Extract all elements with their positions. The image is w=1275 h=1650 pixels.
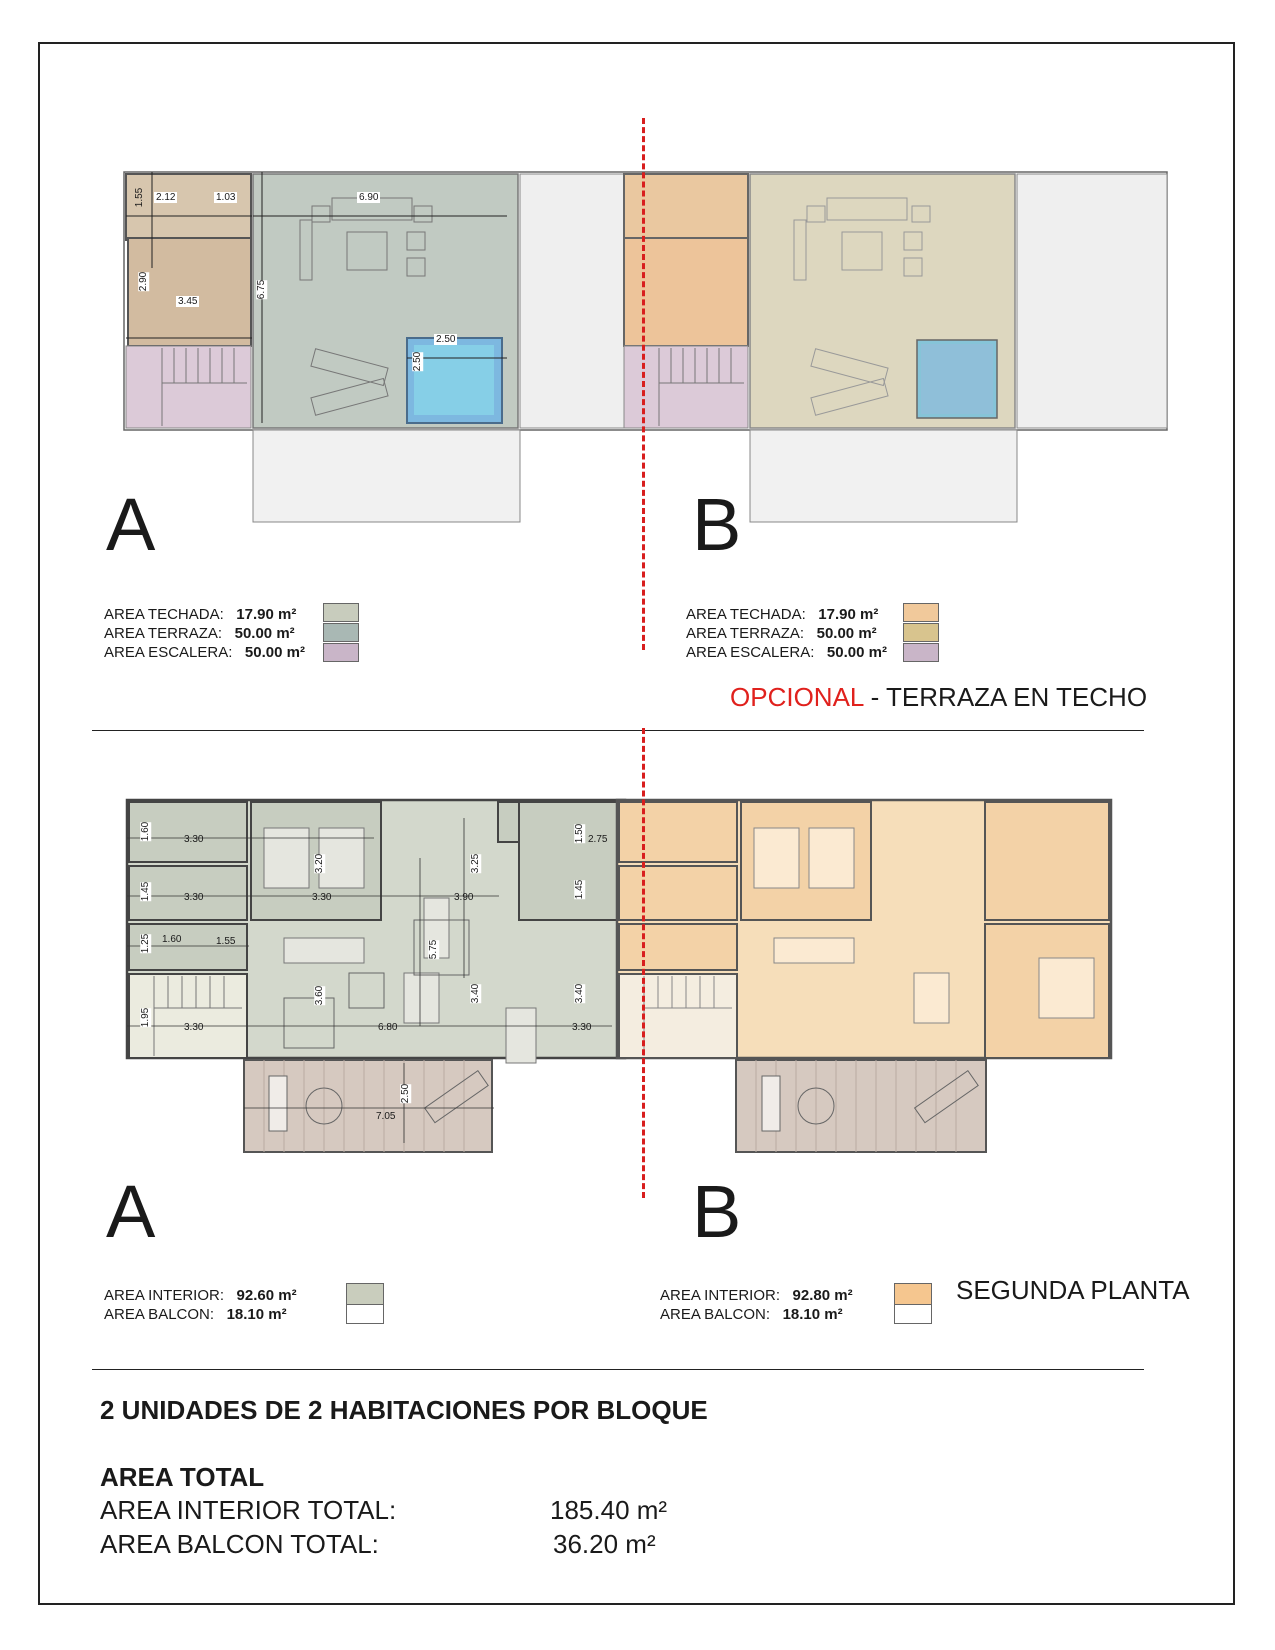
floor-legend-a — [104, 1286, 297, 1324]
optional-rooftop-note — [730, 682, 1147, 713]
roof-unit-a-label: A — [106, 483, 156, 566]
floor-dim-label: 5.75 — [428, 939, 440, 960]
floor-unit-b-label: B — [692, 1170, 742, 1253]
legend-value: 50.00 m² — [826, 644, 887, 661]
legend-label: AREA TERRAZA: — [104, 625, 223, 642]
floor-dim-label: 2.75 — [588, 834, 608, 845]
roof-dim-label: 2.90 — [138, 271, 150, 292]
section-divider — [92, 730, 1144, 731]
roof-dim-label: 1.55 — [134, 187, 146, 208]
roof-dim-label: 2.50 — [436, 334, 456, 345]
legend-row — [686, 605, 887, 624]
floor-dim-label: 3.25 — [470, 853, 482, 874]
legend-row — [686, 624, 887, 643]
floor-dim-label: 3.60 — [314, 985, 326, 1006]
legend-label: AREA BALCON: — [104, 1306, 215, 1323]
legend-row — [660, 1305, 853, 1324]
floor-unit-a-label: A — [106, 1170, 156, 1253]
floor-dim-label: 1.45 — [574, 879, 586, 900]
legend-swatch — [894, 1304, 932, 1324]
legend-row — [104, 643, 305, 662]
floor-dim-label: 3.20 — [314, 853, 326, 874]
legend-swatch — [894, 1283, 932, 1305]
legend-label: AREA TECHADA: — [686, 606, 806, 623]
legend-swatch — [346, 1304, 384, 1324]
floor-dim-label: 3.30 — [184, 834, 204, 845]
legend-value: 50.00 m² — [816, 625, 877, 642]
legend-value: 18.10 m² — [782, 1306, 843, 1323]
floor-dim-label: 1.25 — [140, 933, 152, 954]
floor-dim-label: 2.50 — [400, 1083, 412, 1104]
interior-total-label: AREA INTERIOR TOTAL: — [100, 1495, 397, 1525]
legend-row — [104, 1286, 297, 1305]
floor-dim-label: 1.60 — [140, 821, 152, 842]
roof-dim-label: 6.75 — [256, 279, 268, 300]
optional-description: - TERRAZA EN TECHO — [863, 682, 1148, 712]
interior-total-value: 185.40 m² — [550, 1495, 668, 1525]
floor-dim-label: 1.60 — [162, 934, 182, 945]
floor-dim-label: 3.30 — [184, 892, 204, 903]
roof-plan — [122, 168, 1172, 528]
legend-swatch — [903, 623, 939, 642]
total-area-title: AREA TOTAL — [100, 1462, 265, 1492]
floor-dim-label: 3.90 — [454, 892, 474, 903]
legend-value: 50.00 m² — [244, 644, 305, 661]
legend-row — [660, 1286, 853, 1305]
legend-label: AREA TERRAZA: — [686, 625, 805, 642]
legend-value: 50.00 m² — [234, 625, 295, 642]
floor-dim-label: 3.30 — [184, 1022, 204, 1033]
floor-dim-label: 1.55 — [216, 936, 236, 947]
floor-dim-label: 3.40 — [470, 983, 482, 1004]
legend-swatch — [346, 1283, 384, 1305]
roof-dim-label: 1.03 — [216, 192, 236, 203]
balcon-total-value: 36.20 m² — [553, 1529, 656, 1559]
legend-row — [686, 643, 887, 662]
floor-dim-label: 1.45 — [140, 881, 152, 902]
legend-swatch — [323, 643, 359, 662]
roof-dim-label: 6.90 — [359, 192, 379, 203]
legend-swatch — [323, 623, 359, 642]
floor-dim-label: 1.50 — [574, 823, 586, 844]
legend-swatch — [323, 603, 359, 622]
floor-dim-label: 7.05 — [376, 1111, 396, 1122]
units-summary: 2 UNIDADES DE 2 HABITACIONES POR BLOQUE — [100, 1395, 708, 1425]
roof-dim-label: 2.12 — [156, 192, 176, 203]
second-floor-drawing — [124, 798, 1174, 1168]
legend-row — [104, 1305, 297, 1324]
unit-divider-line — [642, 118, 645, 650]
roof-legend-a — [104, 605, 305, 662]
floor-dim-label: 3.40 — [574, 983, 586, 1004]
legend-row — [104, 624, 305, 643]
floor-legend-b — [660, 1286, 853, 1324]
level-title: SEGUNDA PLANTA — [956, 1275, 1190, 1305]
roof-legend-b — [686, 605, 887, 662]
floor-dim-label: 3.30 — [312, 892, 332, 903]
legend-label: AREA ESCALERA: — [104, 644, 233, 661]
legend-value: 18.10 m² — [226, 1306, 287, 1323]
legend-label: AREA ESCALERA: — [686, 644, 815, 661]
legend-label: AREA INTERIOR: — [104, 1287, 225, 1304]
roof-plan-drawing — [122, 168, 1172, 528]
legend-value: 92.80 m² — [792, 1287, 853, 1304]
optional-label: OPCIONAL — [730, 682, 864, 712]
legend-value: 17.90 m² — [236, 606, 297, 623]
roof-dim-label: 2.50 — [412, 351, 424, 372]
roof-dim-label: 3.45 — [178, 296, 198, 307]
floor-dim-label: 6.80 — [378, 1022, 398, 1033]
section-divider — [92, 1369, 1144, 1370]
floor-dim-label: 3.30 — [572, 1022, 592, 1033]
legend-value: 17.90 m² — [818, 606, 879, 623]
unit-divider-line — [642, 728, 645, 1198]
floor-dim-label: 1.95 — [140, 1007, 152, 1028]
legend-swatch — [903, 603, 939, 622]
legend-row — [104, 605, 305, 624]
roof-unit-b-label: B — [692, 483, 742, 566]
legend-label: AREA INTERIOR: — [660, 1287, 781, 1304]
legend-label: AREA BALCON: — [660, 1306, 771, 1323]
second-floor-plan — [124, 798, 1174, 1168]
legend-label: AREA TECHADA: — [104, 606, 224, 623]
balcon-total-label: AREA BALCON TOTAL: — [100, 1529, 379, 1559]
legend-swatch — [903, 643, 939, 662]
legend-value: 92.60 m² — [236, 1287, 297, 1304]
